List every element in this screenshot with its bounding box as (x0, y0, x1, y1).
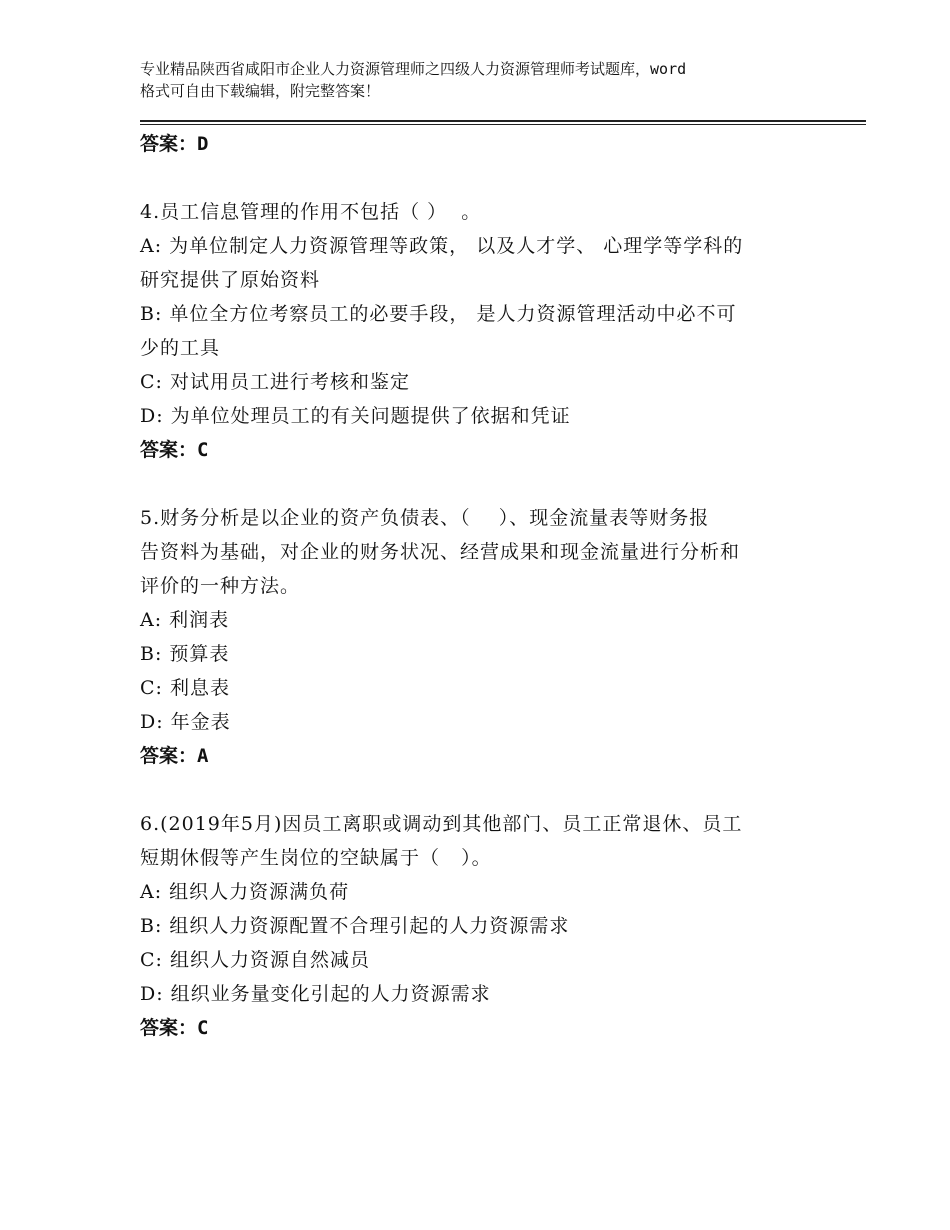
option-a-line: A: 利润表 (140, 609, 230, 631)
option-a-line: 研究提供了原始资料 (140, 269, 321, 291)
option-c-line: C: 利息表 (140, 677, 230, 699)
option-d-line: D: 组织业务量变化引起的人力资源需求 (140, 983, 491, 1005)
option-b-line: B: 单位全方位考察员工的必要手段， 是人力资源管理活动中必不可 (140, 303, 737, 325)
answer-label: 答案：D (140, 133, 209, 155)
question-6 (140, 807, 840, 1045)
answer-label: 答案：C (140, 1017, 209, 1039)
question-5 (140, 501, 840, 773)
answer-label: 答案：C (140, 439, 209, 461)
option-b-line: B: 预算表 (140, 643, 230, 665)
question-content (140, 127, 840, 1045)
question-text-line: 告资料为基础，对企业的财务状况、经营成果和现金流量进行分析和 (140, 541, 741, 563)
option-c-line: C: 对试用员工进行考核和鉴定 (140, 371, 410, 393)
option-b-line: B: 组织人力资源配置不合理引起的人力资源需求 (140, 915, 570, 937)
question-4 (140, 195, 840, 467)
question-text-line: 短期休假等产生岗位的空缺属于（ ）。 (140, 847, 492, 869)
answer-label: 答案：A (140, 745, 209, 767)
header-line-2: 格式可自由下载编辑，附完整答案！ (140, 82, 381, 100)
option-a-line: A: 组织人力资源满负荷 (140, 881, 350, 903)
question-text-line: 5.财务分析是以企业的资产负债表、（ ）、现金流量表等财务报 (140, 507, 710, 529)
option-c-line: C: 组织人力资源自然减员 (140, 949, 370, 971)
question-text-line: 6.(2019年5月)因员工离职或调动到其他部门、员工正常退休、员工 (140, 813, 743, 835)
page-header (140, 58, 840, 102)
question-text-line: 评价的一种方法。 (140, 575, 301, 597)
option-b-line: 少的工具 (140, 337, 221, 359)
option-a-line: A: 为单位制定人力资源管理等政策， 以及人才学、 心理学等学科的 (140, 235, 744, 257)
option-d-line: D: 为单位处理员工的有关问题提供了依据和凭证 (140, 405, 571, 427)
option-d-line: D: 年金表 (140, 711, 231, 733)
header-line-1: 专业精品陕西省咸阳市企业人力资源管理师之四级人力资源管理师考试题库，word (140, 60, 687, 78)
header-divider (140, 120, 866, 125)
question-text-line: 4.员工信息管理的作用不包括（ ） 。 (140, 201, 482, 223)
